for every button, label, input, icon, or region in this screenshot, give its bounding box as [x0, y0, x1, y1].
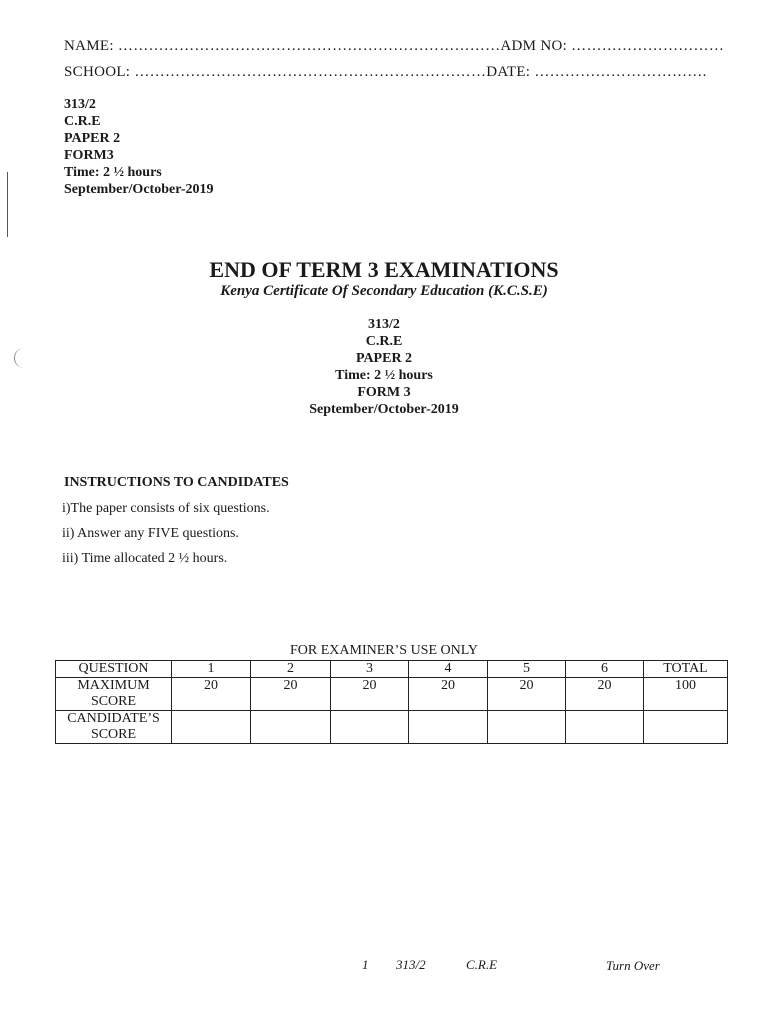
paper-number: PAPER 2: [64, 131, 121, 146]
total-header: TOTAL: [644, 661, 728, 678]
table-row: [56, 678, 728, 711]
candidate-score-label: CANDIDATE’S SCORE: [56, 711, 172, 744]
footer-code: 313/2: [396, 957, 426, 972]
question-number: 3: [331, 661, 409, 678]
instruction-item: iii) Time allocated 2 ½ hours.: [62, 551, 228, 566]
center-info-block: [0, 316, 768, 418]
max-score-label: MAXIMUM SCORE: [56, 678, 172, 711]
question-number: 1: [172, 661, 251, 678]
question-header: QUESTION: [56, 661, 172, 678]
examiner-caption: FOR EXAMINER’S USE ONLY: [290, 643, 478, 658]
candidate-score-cell[interactable]: [251, 711, 331, 744]
center-form: FORM 3: [357, 385, 411, 400]
footer-subject: C.R.E: [466, 957, 498, 972]
paper-code: 313/2: [64, 97, 96, 112]
candidate-score-cell[interactable]: [172, 711, 251, 744]
name-line: [64, 38, 724, 55]
footer-turn-over: Turn Over: [606, 958, 660, 973]
scan-margin-line: [7, 172, 8, 237]
center-code: 313/2: [368, 317, 400, 332]
center-subject: C.R.E: [365, 334, 403, 349]
paper-subject: C.R.E: [64, 114, 101, 129]
name-field: …………………………………………………………………: [117, 38, 501, 54]
date-label: DATE:: [486, 64, 531, 80]
exam-subtitle: Kenya Certificate Of Secondary Education (K.C.S.E): [220, 283, 548, 299]
instruction-item: i)The paper consists of six questions.: [62, 501, 270, 516]
question-number: 5: [488, 661, 566, 678]
candidate-score-cell[interactable]: [331, 711, 409, 744]
question-number: 4: [409, 661, 488, 678]
max-score-cell: 20: [488, 678, 566, 711]
paper-time: Time: 2 ½ hours: [64, 165, 162, 180]
adm-label: ADM NO:: [500, 38, 568, 54]
candidate-score-cell[interactable]: [566, 711, 644, 744]
candidate-score-cell[interactable]: [409, 711, 488, 744]
paper-info-block: [64, 96, 214, 198]
date-field: …………………………….: [534, 64, 707, 80]
instructions-heading: INSTRUCTIONS TO CANDIDATES: [64, 475, 289, 490]
paper-form: FORM3: [64, 148, 114, 163]
school-line: [64, 64, 707, 81]
table-row: [56, 711, 728, 744]
school-field: ……………………………………………………………: [134, 64, 487, 80]
question-number: 6: [566, 661, 644, 678]
max-total-cell: 100: [644, 678, 728, 711]
name-label: NAME:: [64, 38, 114, 54]
exam-title: END OF TERM 3 EXAMINATIONS: [209, 257, 559, 282]
table-row: [56, 661, 728, 678]
max-score-cell: 20: [566, 678, 644, 711]
max-score-cell: 20: [331, 678, 409, 711]
center-date: September/October-2019: [309, 402, 459, 417]
paper-date: September/October-2019: [64, 182, 214, 197]
max-score-cell: 20: [172, 678, 251, 711]
examiner-score-table: [55, 660, 728, 744]
candidate-score-cell[interactable]: [488, 711, 566, 744]
max-score-cell: 20: [409, 678, 488, 711]
school-label: SCHOOL:: [64, 64, 131, 80]
max-score-cell: 20: [251, 678, 331, 711]
center-time: Time: 2 ½ hours: [335, 368, 433, 383]
candidate-total-cell[interactable]: [644, 711, 728, 744]
center-paper: PAPER 2: [355, 351, 413, 366]
question-number: 2: [251, 661, 331, 678]
footer-page-number: 1: [362, 957, 369, 972]
adm-field: …………………………: [571, 38, 725, 54]
instruction-item: ii) Answer any FIVE questions.: [62, 526, 239, 541]
